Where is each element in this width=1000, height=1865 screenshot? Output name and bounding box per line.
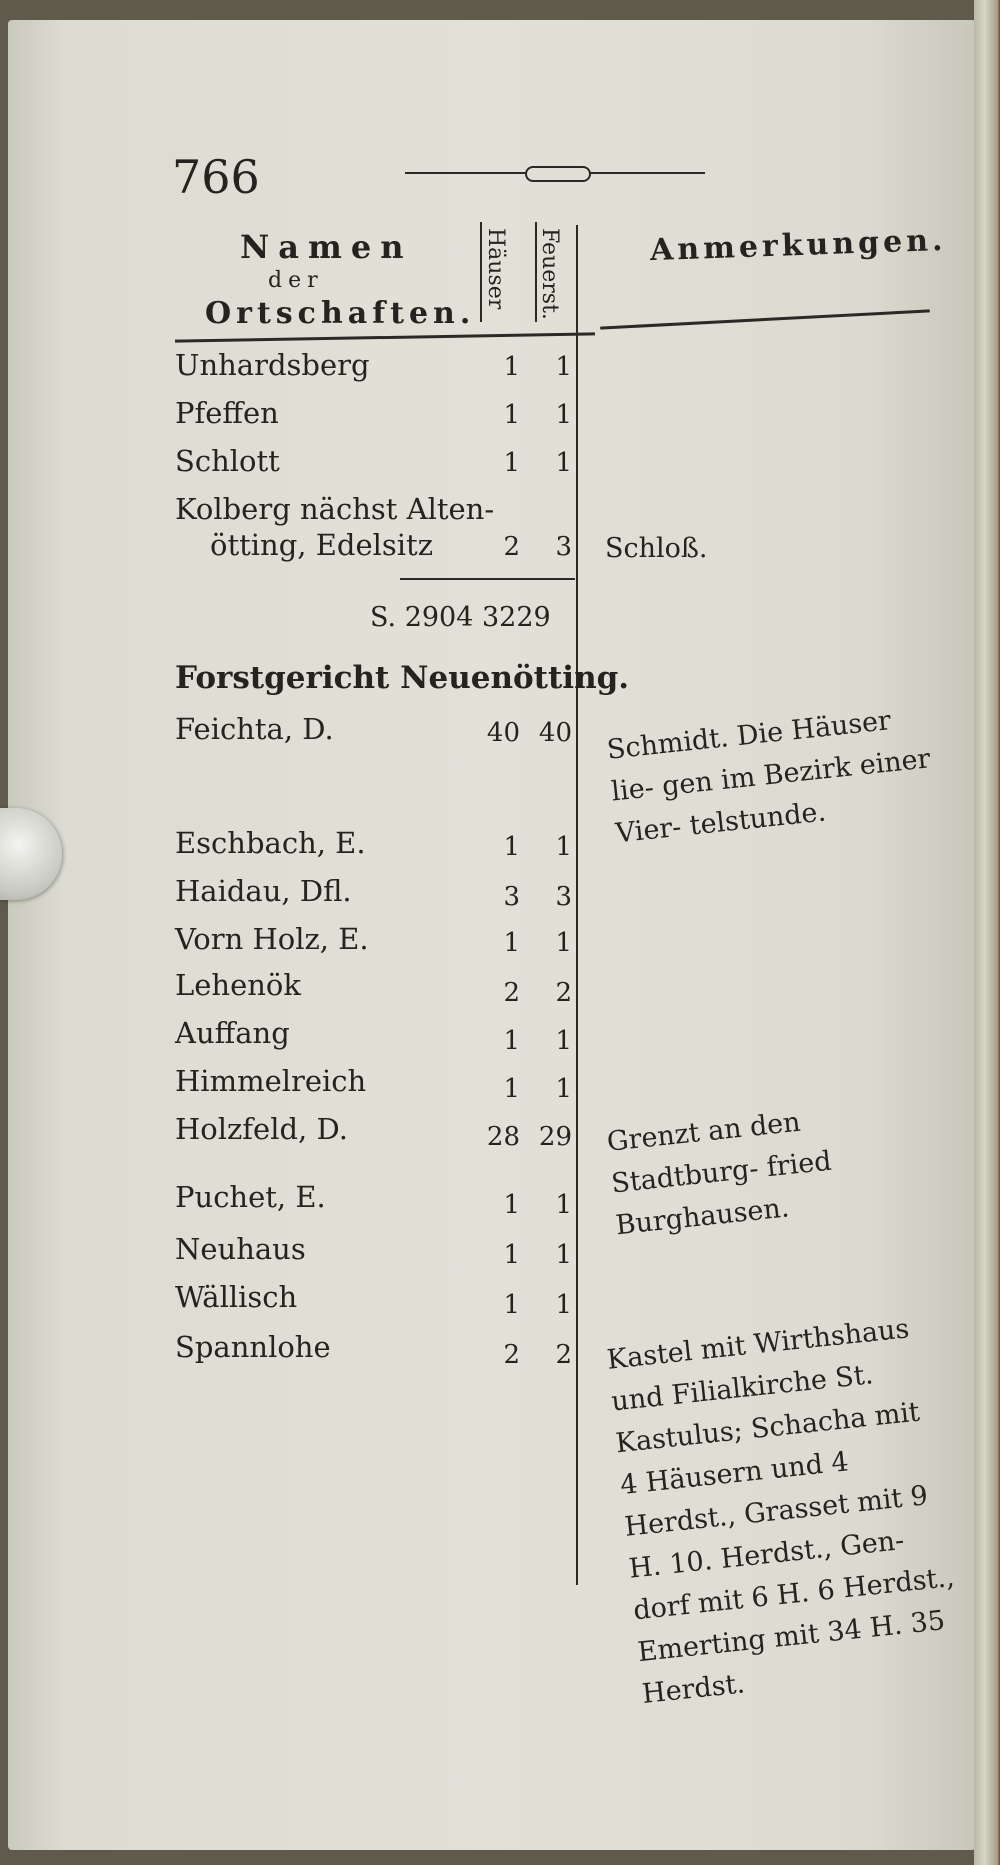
feuerstaetten-value: 1 — [555, 1026, 572, 1056]
haeuser-value: 1 — [503, 352, 520, 382]
haeuser-value: 2 — [503, 978, 520, 1008]
place-name: Puchet, E. — [175, 1180, 326, 1214]
header-ortschaften: Ortschaften. — [205, 296, 476, 331]
feuerstaetten-value: 2 — [555, 1340, 572, 1370]
feuerstaetten-value: 3 — [555, 532, 572, 562]
haeuser-value: 1 — [503, 832, 520, 862]
haeuser-value: 2 — [503, 532, 520, 562]
feuerstaetten-value: 1 — [555, 1240, 572, 1270]
feuerstaetten-value: 1 — [555, 352, 572, 382]
feuerstaetten-value: 1 — [555, 1190, 572, 1220]
place-name: Vorn Holz, E. — [175, 922, 369, 956]
place-name: Schlott — [175, 444, 280, 478]
place-name: Neuhaus — [175, 1232, 306, 1266]
haeuser-value: 1 — [503, 400, 520, 430]
header-namen: Namen — [240, 228, 413, 266]
feuerstaetten-value: 40 — [538, 718, 572, 748]
feuerstaetten-value: 3 — [555, 882, 572, 912]
place-name: Unhardsberg — [175, 348, 370, 382]
place-name: Lehenök — [175, 968, 301, 1002]
note-text: Kastel mit Wirthshaus und Filialkirche St. Kastulus; Schacha mit 4 Häusern und 4 Herdst., Grasset mit 9 H. 10. Herdst., Gen- dorf mit 6 H. 6 Herdst., Emerting mit 34 H. 35 Herdst. — [605, 1313, 956, 1710]
feuerstaetten-value: 1 — [555, 400, 572, 430]
header-ornament-rule — [405, 172, 705, 174]
haeuser-value: 1 — [503, 1240, 520, 1270]
header-anmerkungen: Anmerkungen. — [649, 222, 947, 269]
column-divider — [480, 222, 482, 322]
place-name: Spannlohe — [175, 1330, 331, 1364]
haeuser-value: 3 — [503, 882, 520, 912]
column-divider — [535, 222, 537, 322]
header-der: der — [268, 268, 324, 293]
feuerstaetten-value: 1 — [555, 928, 572, 958]
header-feuerstaetten: Feuerst. — [537, 228, 562, 320]
haeuser-value: 1 — [503, 928, 520, 958]
haeuser-value: 1 — [503, 1026, 520, 1056]
place-name: Pfeffen — [175, 396, 279, 430]
place-name: Auffang — [175, 1016, 290, 1050]
place-name: Holzfeld, D. — [175, 1112, 348, 1146]
place-name: ötting, Edelsitz — [210, 528, 433, 562]
page-number: 766 — [172, 150, 260, 204]
feuerstaetten-value: 1 — [555, 832, 572, 862]
place-name: Feichta, D. — [175, 712, 334, 746]
feuerstaetten-value: 1 — [555, 1290, 572, 1320]
haeuser-value: 40 — [486, 718, 520, 748]
section-title: Forstgericht Neuenötting. — [175, 660, 630, 696]
haeuser-value: 28 — [486, 1122, 520, 1152]
note-text: Grenzt an den Stadtburg- fried Burghausen. — [605, 1106, 833, 1242]
feuerstaetten-value: 29 — [538, 1122, 572, 1152]
sum-total: S. 2904 3229 — [370, 602, 551, 633]
place-name: Wällisch — [175, 1280, 298, 1314]
ornament-icon — [525, 166, 591, 182]
haeuser-value: 1 — [503, 1074, 520, 1104]
feuerstaetten-value: 2 — [555, 978, 572, 1008]
place-name: Kolberg nächst Alten- — [175, 492, 495, 526]
place-name: Eschbach, E. — [175, 826, 366, 860]
haeuser-value: 1 — [503, 448, 520, 478]
note-text: Schloß. — [605, 533, 708, 564]
book-fore-edge — [974, 0, 1000, 1865]
feuerstaetten-value: 1 — [555, 1074, 572, 1104]
sum-rule — [400, 578, 575, 580]
place-name: Haidau, Dfl. — [175, 874, 352, 908]
feuerstaetten-value: 1 — [555, 448, 572, 478]
note-text: Schmidt. Die Häuser lie- gen im Bezirk einer Vier- telstunde. — [605, 705, 932, 850]
haeuser-value: 1 — [503, 1290, 520, 1320]
header-haeuser: Häuser — [483, 228, 508, 310]
place-name: Himmelreich — [175, 1064, 367, 1098]
haeuser-value: 1 — [503, 1190, 520, 1220]
notes-column-divider — [576, 225, 578, 1585]
haeuser-value: 2 — [503, 1340, 520, 1370]
